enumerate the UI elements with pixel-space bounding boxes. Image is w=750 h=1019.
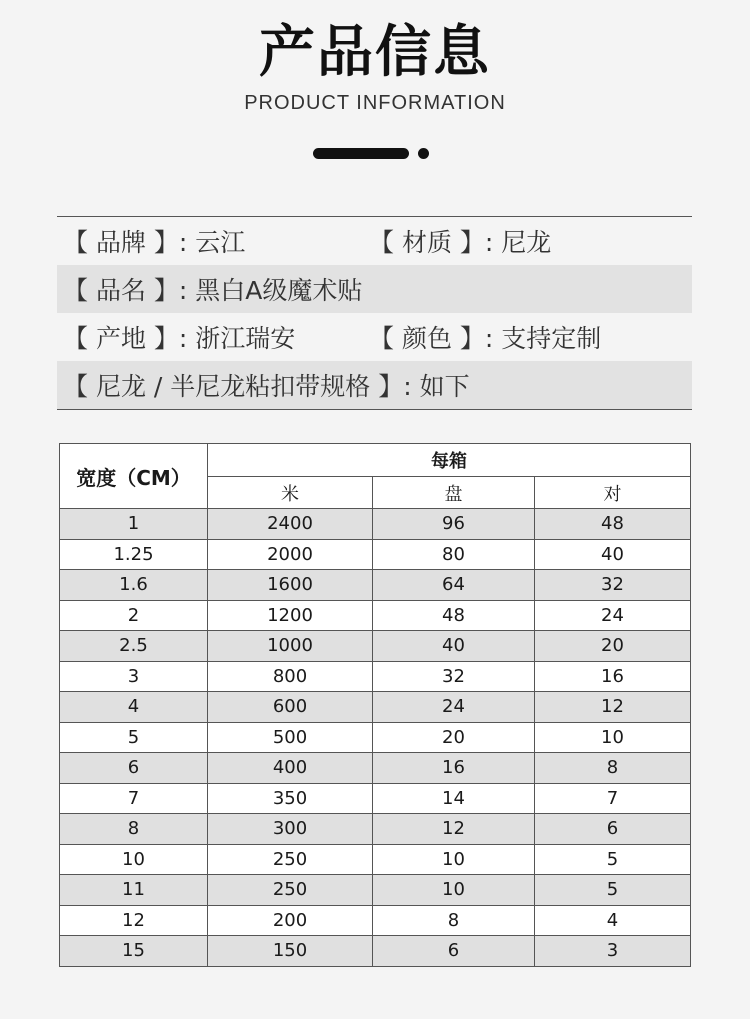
page-subtitle: PRODUCT INFORMATION	[244, 92, 506, 114]
table-row	[60, 905, 691, 936]
width-cell: 1.25	[60, 539, 208, 570]
info-brand: 【 品牌 】: 云江	[63, 228, 246, 257]
table-row	[60, 722, 691, 753]
table-row	[60, 570, 691, 601]
info-product-name: 【 品名 】: 黑白A级魔术贴	[63, 276, 363, 305]
width-cell: 3	[60, 661, 208, 692]
pairs-cell: 5	[535, 875, 691, 906]
rolls-cell: 10	[373, 844, 535, 875]
pairs-cell: 5	[535, 844, 691, 875]
meters-cell: 600	[208, 692, 373, 723]
table-row	[60, 661, 691, 692]
pairs-cell: 6	[535, 814, 691, 845]
rolls-cell: 64	[373, 570, 535, 601]
width-cell: 11	[60, 875, 208, 906]
meters-cell: 500	[208, 722, 373, 753]
page-title: 产品信息	[259, 20, 491, 85]
rolls-cell: 6	[373, 936, 535, 967]
width-cell: 1.6	[60, 570, 208, 601]
info-row-product-name	[57, 265, 692, 313]
meters-header: 米	[208, 477, 373, 509]
meters-cell: 1200	[208, 600, 373, 631]
decoration-bar	[313, 148, 409, 159]
width-cell: 8	[60, 814, 208, 845]
pairs-cell: 12	[535, 692, 691, 723]
rolls-cell: 24	[373, 692, 535, 723]
rolls-header: 盘	[373, 477, 535, 509]
meters-cell: 1600	[208, 570, 373, 601]
width-cell: 4	[60, 692, 208, 723]
table-row	[60, 753, 691, 784]
pairs-header: 对	[535, 477, 691, 509]
pairs-cell: 32	[535, 570, 691, 601]
table-row	[60, 631, 691, 662]
pairs-cell: 7	[535, 783, 691, 814]
table-row	[60, 539, 691, 570]
pairs-cell: 24	[535, 600, 691, 631]
meters-cell: 1000	[208, 631, 373, 662]
spec-table	[59, 443, 691, 967]
meters-cell: 350	[208, 783, 373, 814]
info-origin: 【 产地 】: 浙江瑞安	[63, 324, 296, 353]
pairs-cell: 16	[535, 661, 691, 692]
rolls-cell: 40	[373, 631, 535, 662]
per-box-header: 每箱	[208, 444, 691, 477]
rolls-cell: 32	[373, 661, 535, 692]
rolls-cell: 10	[373, 875, 535, 906]
width-cell: 10	[60, 844, 208, 875]
decoration-dot	[418, 148, 429, 159]
meters-cell: 2000	[208, 539, 373, 570]
width-cell: 7	[60, 783, 208, 814]
info-block	[57, 216, 692, 410]
table-row	[60, 844, 691, 875]
info-spec: 【 尼龙 / 半尼龙粘扣带规格 】: 如下	[63, 372, 470, 401]
info-row-brand-material	[57, 217, 692, 265]
rolls-cell: 8	[373, 905, 535, 936]
rolls-cell: 12	[373, 814, 535, 845]
table-row	[60, 692, 691, 723]
width-cell: 2	[60, 600, 208, 631]
width-cell: 15	[60, 936, 208, 967]
table-row	[60, 783, 691, 814]
table-row	[60, 936, 691, 967]
meters-cell: 200	[208, 905, 373, 936]
table-row	[60, 600, 691, 631]
width-cell: 1	[60, 509, 208, 540]
rolls-cell: 20	[373, 722, 535, 753]
meters-cell: 800	[208, 661, 373, 692]
meters-cell: 250	[208, 875, 373, 906]
info-color: 【 颜色 】: 支持定制	[369, 324, 602, 353]
title-decoration	[313, 148, 443, 160]
meters-cell: 300	[208, 814, 373, 845]
table-row	[60, 814, 691, 845]
pairs-cell: 4	[535, 905, 691, 936]
width-cell: 2.5	[60, 631, 208, 662]
width-cell: 6	[60, 753, 208, 784]
width-cell: 12	[60, 905, 208, 936]
pairs-cell: 40	[535, 539, 691, 570]
rolls-cell: 14	[373, 783, 535, 814]
pairs-cell: 8	[535, 753, 691, 784]
width-cell: 5	[60, 722, 208, 753]
table-row	[60, 509, 691, 540]
rolls-cell: 48	[373, 600, 535, 631]
pairs-cell: 48	[535, 509, 691, 540]
meters-cell: 2400	[208, 509, 373, 540]
pairs-cell: 10	[535, 722, 691, 753]
meters-cell: 400	[208, 753, 373, 784]
meters-cell: 150	[208, 936, 373, 967]
info-material: 【 材质 】: 尼龙	[369, 228, 552, 257]
pairs-cell: 20	[535, 631, 691, 662]
rolls-cell: 80	[373, 539, 535, 570]
rolls-cell: 16	[373, 753, 535, 784]
table-row	[60, 875, 691, 906]
rolls-cell: 96	[373, 509, 535, 540]
info-row-origin-color	[57, 313, 692, 361]
pairs-cell: 3	[535, 936, 691, 967]
meters-cell: 250	[208, 844, 373, 875]
width-header: 宽度（CM）	[60, 444, 208, 509]
spec-table-body	[60, 509, 691, 967]
info-row-spec	[57, 361, 692, 409]
